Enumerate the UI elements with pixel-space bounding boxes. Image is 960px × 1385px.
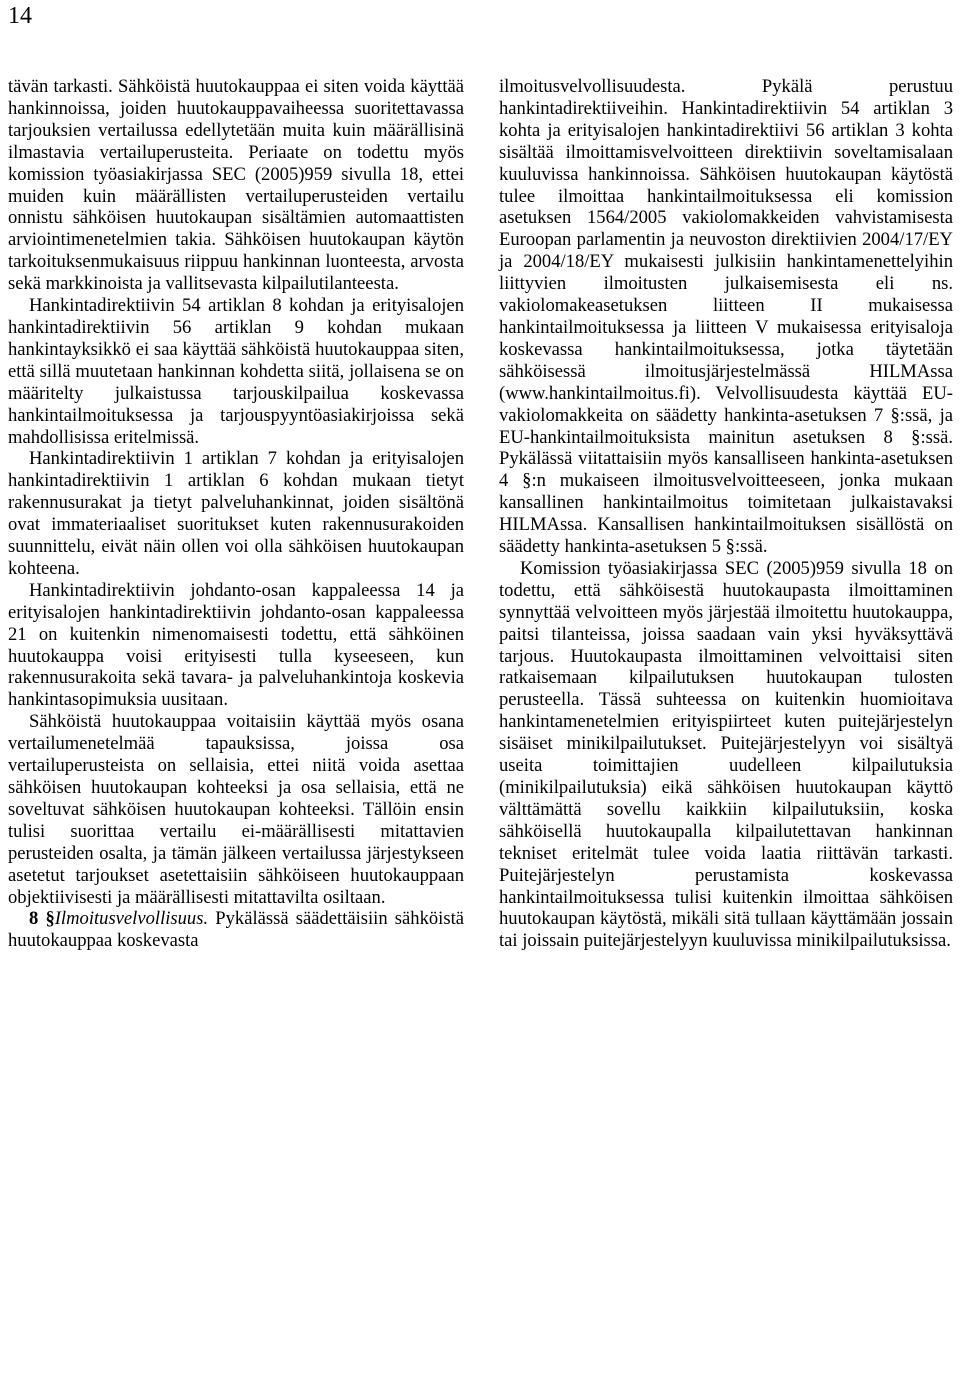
paragraph: Sähköistä huutokauppaa voitaisiin käyttää myös osana vertailumenetelmää tapauksissa, joissa osa vertailuperusteista on sellaisia, ettei niitä voida asettaa sähköisen huutokaupan kohteeksi ja osa sellaisia, että ne soveltuvat sähköisen huutokaupan kohteeksi. Tällöin ensin tulisi suorittaa vertailu ei-määrällisesti mitattavien perusteiden osalta, ja tämän jälkeen vertailussa järjestykseen asetetut tarjoukset asetettaisiin sähköiseen huutokauppaan objektiivisesti ja määrällisesti mitattavilta osiltaan. <box>8 711 464 908</box>
paragraph: Hankintadirektiivin 1 artiklan 7 kohdan ja erityisalojen hankintadirektiivin 1 artiklan 6 kohdan mukaan tietyt rakennusurakat ja tietyt palveluhankinnat, joiden sisältönä ovat immateriaaliset suoritukset kuten rakennusurakoiden suunnittelu, eivät näin ollen voi olla sähköisen huutokaupan kohteena. <box>8 448 464 579</box>
section-text: Pykälässä säädettäisiin sähköistä huutokauppaa koskevasta <box>8 908 464 952</box>
section-paragraph <box>8 908 464 952</box>
paragraph: Hankintadirektiivin 54 artiklan 8 kohdan ja erityisalojen hankintadirektiivin 56 artiklan 9 kohdan mukaan hankintayksikkö ei saa käyttää sähköistä huutokauppaa siten, että sillä muutetaan hankinnan kohdetta siitä, jollaisena se on määritelty julkaistussa tarjouskilpailua koskevassa hankintailmoituksessa ja tarjouspyyntöasiakirjoissa sekä mahdollisissa eritelmissä. <box>8 295 464 448</box>
paragraph: tävän tarkasti. Sähköistä huutokauppaa ei siten voida käyttää hankinnoissa, joiden huutokauppavaiheessa suoritettavassa tarjouksien vertailussa edellytetään muita kuin määrällisinä ilmastavia vertailuperusteita. Periaate on todettu myös komission työasiakirjassa SEC (2005)959 sivulla 18, ettei muiden kuin määrällisten vertailuperusteiden vertailu onnistu sähköisen huutokaupan sisältämien automaattisten arviointimenetelmien takia. Sähköisen huutokaupan käytön tarkoituksenmukaisuus riippuu hankinnan luonteesta, arvosta sekä markkinoista ja vallitsevasta kilpailutilanteesta. <box>8 76 464 295</box>
paragraph: Komission työasiakirjassa SEC (2005)959 sivulla 18 on todettu, että sähköisestä huutokaupasta ilmoittaminen synnyttää velvoitteen myös järjestää ilmoitettu huutokauppa, paitsi tilanteissa, joissa saadaan vain yksi hyväksyttävä tarjous. Huutokaupasta ilmoittaminen velvoittaisi siten ratkaisemaan kilpailutuksen huutokaupan tulosten perusteella. Tässä suhteessa on kuitenkin huomioitava hankintamenetelmien erityispiirteet kuten puitejärjestelyn sisäiset minikilpailutukset. Puitejärjestelyyn voi sisältyä useita toimittajien uudelleen kilpailutuksia (minikilpailutuksia) eikä sähköisen huutokaupan käyttö välttämättä sovellu kaikkiin kilpailutuksiin, koska sähköisellä huutokaupalla kilpailutettavan hankinnan tekniset eritelmät tulee voida laatia riittävän tarkasti. Puitejärjestelyn perustamista koskevassa hankintailmoituksessa tulisi kuitenkin ilmoittaa sähköisen huutokaupan käytöstä, mikäli sitä tullaan käyttämään jossain tai joissain puitejärjestelyyn kuuluvissa minikilpailutuksissa. <box>499 557 953 952</box>
section-number: 8 <box>29 908 39 930</box>
section-sign: § <box>45 908 55 930</box>
paragraph: ilmoitusvelvollisuudesta. Pykälä perustuu hankintadirektiiveihin. Hankintadirektiivin 54 artiklan 3 kohta ja erityisalojen hankintadirektiivi 56 artiklan 3 kohta sisältää ilmoittamisvelvoitteen direktiivin soveltamisalaan kuuluvissa hankinnoissa. Sähköisen huutokaupan käytöstä tulee ilmoittaa hankintailmoituksessa eli komission asetuksen 1564/2005 vakiolomakkeiden vahvistamisesta Euroopan parlamentin ja neuvoston direktiivien 2004/17/EY ja 2004/18/EY mukaisesti julkisiin hankintamenettelyihin liittyvien ilmoitusten julkaisemisesta eli ns. vakiolomakeasetuksen liitteen II mukaisessa hankintailmoituksessa ja liitteen V mukaisessa erityisaloja koskevassa hankintailmoituksessa, jotka täytetään sähköisessä ilmoitusjärjestelmässä HILMAssa (www.hankintailmoitus.fi). Velvollisuudesta käyttää EU-vakiolomakkeita on säädetty hankinta-asetuksen 7 §:ssä, ja EU-hankintailmoituksista mainitun asetuksen 8 §:ssä. Pykälässä viitattaisiin myös kansalliseen hankinta-asetuksen 4 §:n mukaiseen ilmoitusvelvoitteeseen, jonka mukaan kansallinen hankintailmoitus toimitetaan julkaistavaksi HILMAssa. Kansallisen hankintailmoituksen sisällöstä on säädetty hankinta-asetuksen 5 §:ssä. <box>499 76 953 558</box>
section-title: Ilmoitusvelvollisuus. <box>54 908 209 930</box>
paragraph: Hankintadirektiivin johdanto-osan kappaleessa 14 ja erityisalojen hankintadirektiivin johdanto-osan kappaleessa 21 on kuitenkin nimenomaisesti todettu, että sähköinen huutokauppa voisi erityisesti tulla kyseeseen, kun rakennusurakoita sekä tavara- ja palveluhankintoja koskevia hankintasopimuksia uusitaan. <box>8 579 464 711</box>
page-number: 14 <box>8 3 32 29</box>
right-column <box>499 76 953 952</box>
left-column <box>8 76 464 952</box>
